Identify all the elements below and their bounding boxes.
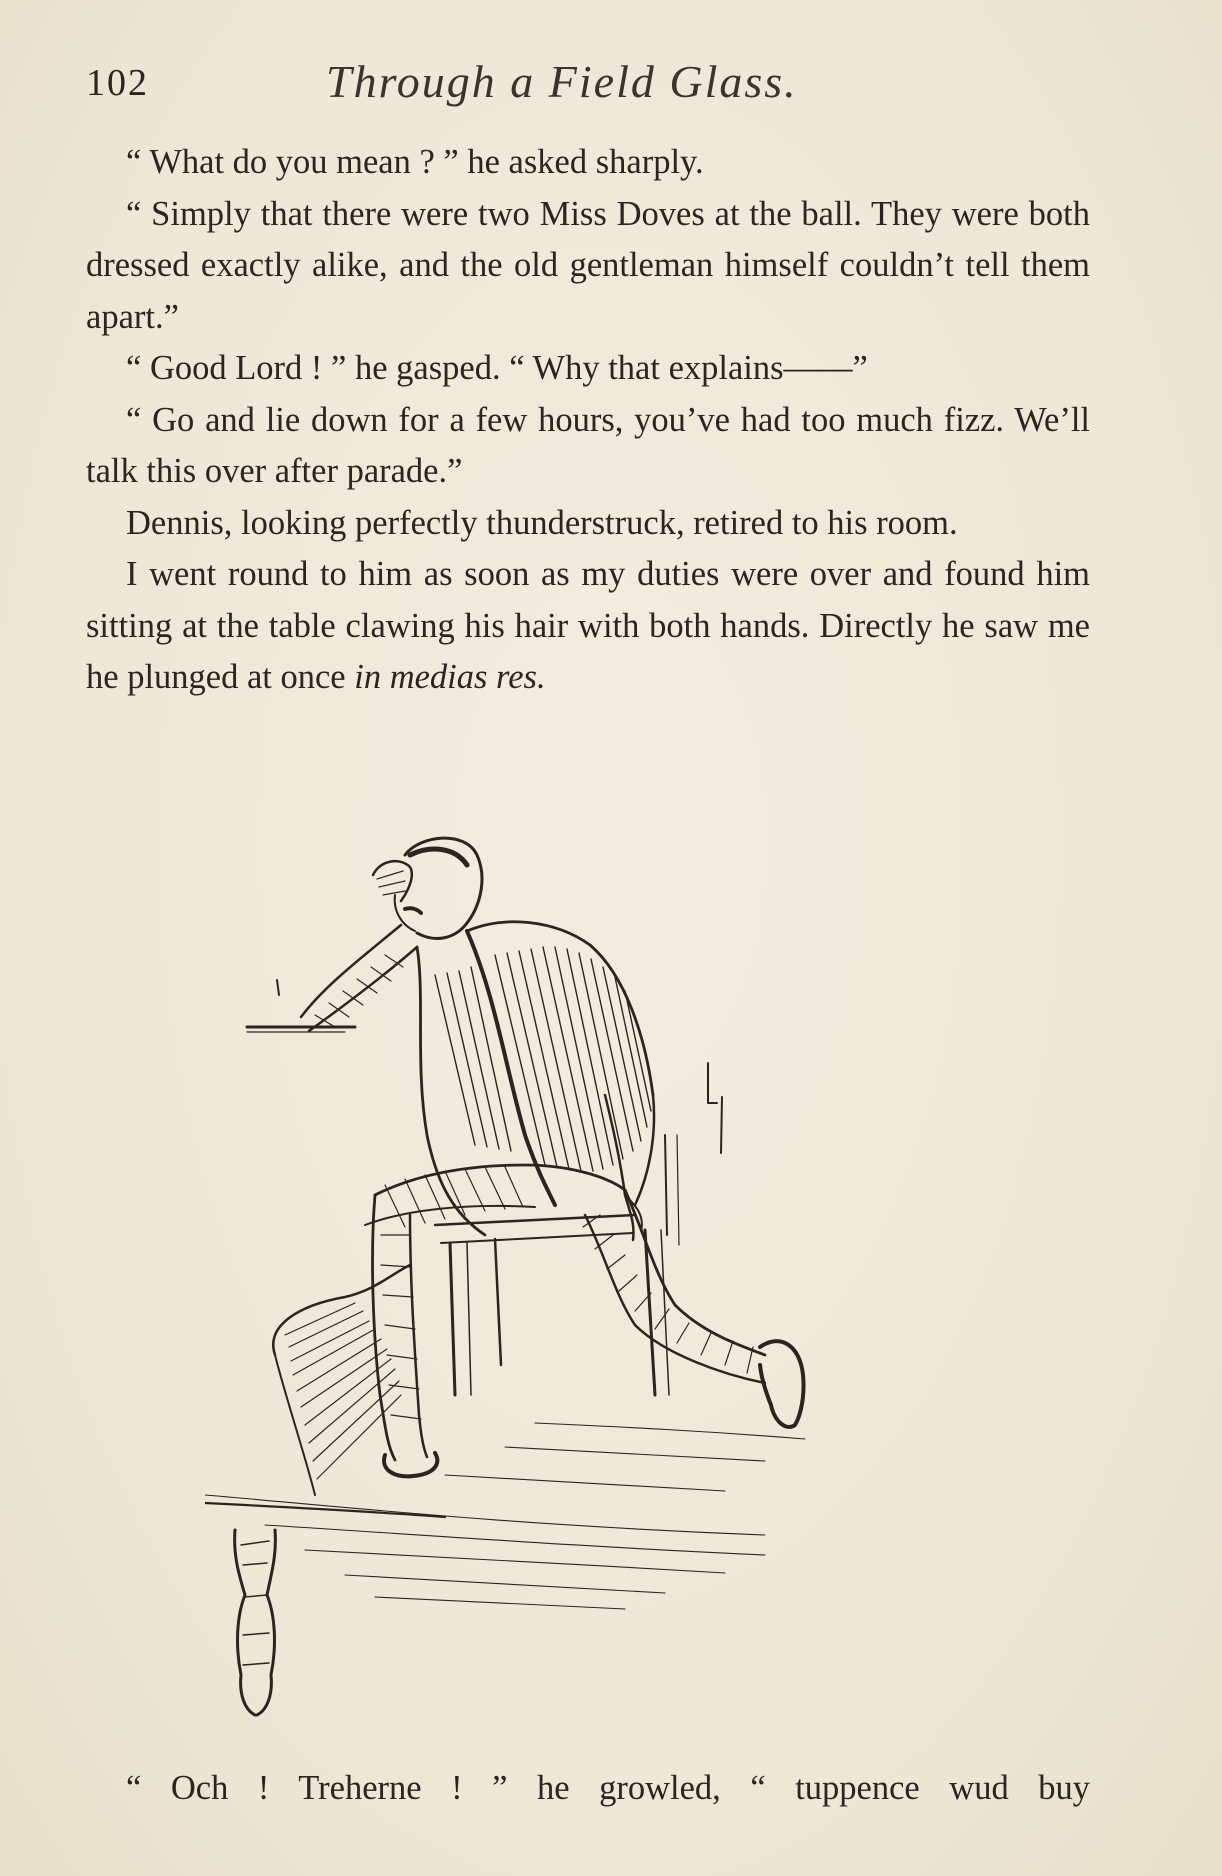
book-title: Through a Field Glass. [326,56,798,107]
paragraph-two-miss-doves: “ Simply that there were two Miss Doves at the ball. They were both dressed exactly alike, and the old gentleman himself couldn’t tell them apart.” [86,194,1090,336]
paragraph-dennis-retired: Dennis, looking perfectly thunderstruck, retired to his room. [126,503,958,542]
page-number: 102 [86,62,149,104]
paragraph-went-round [86,549,1090,704]
paragraph-what-do-you-mean: “ What do you mean ? ” he asked sharply. [126,143,704,181]
paragraph-good-lord: “ Good Lord ! ” he gasped. “ Why that explains——” [126,349,868,387]
body-text [86,137,1090,704]
paragraph-went-round-text: I went round to him as soon as my duties were over and found him sitting at the table clawing his hair with both hands. Directly he saw me he plunged at once [86,555,1090,696]
italic-phrase: in medias res. [354,658,546,696]
paragraph-go-and-lie-down: “ Go and lie down for a few hours, you’ve had too much fizz. We’ll talk this over after parade.” [86,400,1090,490]
closing-line: “ Och ! Treherne ! ” he growled, “ tuppence wud buy [126,1769,1090,1807]
illustration-man-at-table [205,835,985,1725]
running-head [86,55,1096,115]
